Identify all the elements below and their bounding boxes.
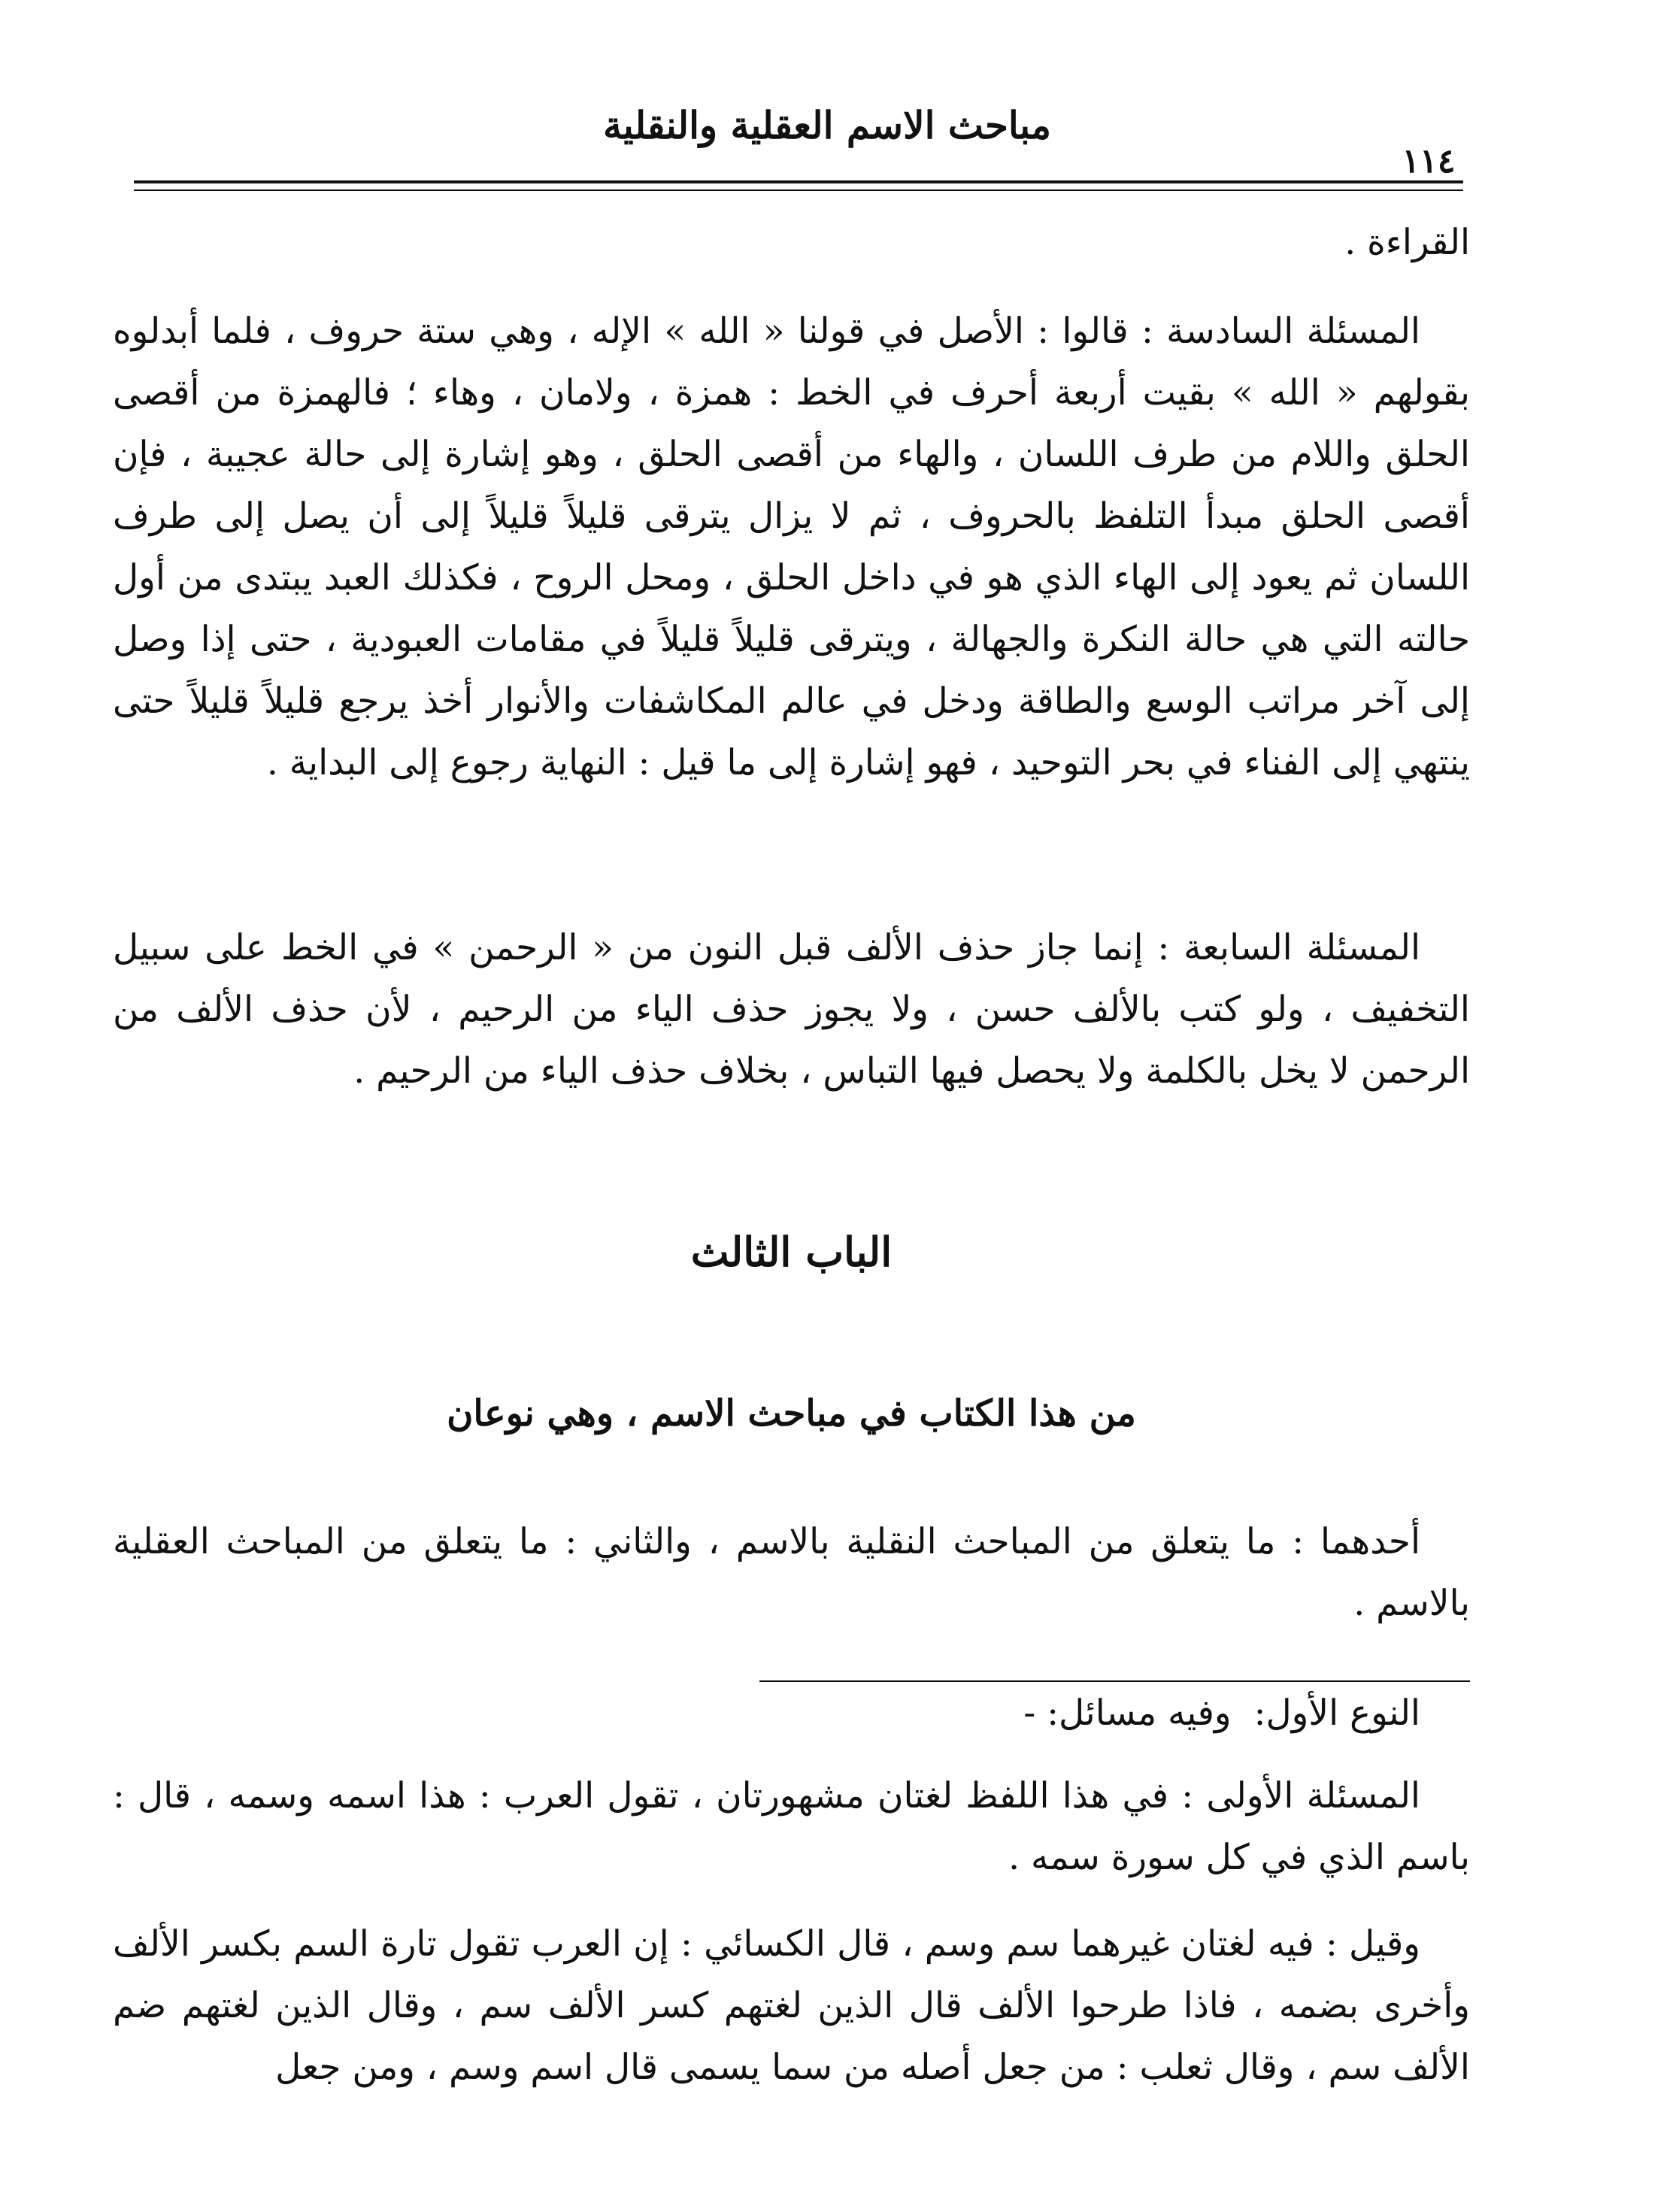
header-rule-thin <box>134 189 1463 191</box>
paragraph-seventh-issue: المسئلة السابعة : إنما جاز حذف الألف قبل النون من « الرحمن » في الخط على سبيل التخفيف ، ولو كتب بالألف حسن ، ولا يجوز حذف الياء من الرحيم ، لأن حذف الألف من الرحمن لا يخل بالكلمة ولا يحصل فيها التباس ، بخلاف حذف الياء من الرحيم . <box>113 927 1470 1092</box>
section-divider <box>759 1680 1470 1682</box>
chapter-subtitle: من هذا الكتاب في مباحث الاسم ، وهي نوعان <box>447 1392 1136 1435</box>
header-rule <box>134 180 1463 183</box>
page-number: ١١٤ <box>1402 142 1456 180</box>
first-type-line <box>113 1683 1470 1744</box>
paragraph-first-issue: المسئلة الأولى : في هذا اللفظ لغتان مشهورتان ، تقول العرب : هذا اسمه وسمه ، قال : باسم الذي في كل سورة سمه . <box>113 1775 1470 1878</box>
opening-line: القراءة . <box>1344 222 1470 263</box>
chapter-title: الباب الثالث <box>690 1228 893 1276</box>
paragraph-two-dialects: وقيل : فيه لغتان غيرهما سم وسم ، قال الكسائي : إن العرب تقول تارة السم بكسر الألف وأخرى بضمه ، فاذا طرحوا الألف قال الذين لغتهم كسر الألف سم ، وقال الذين لغتهم ضم الألف سم ، وقال ثعلب : من جعل أصله من سما يسمى قال اسم وسم ، ومن جعل <box>113 1923 1470 2088</box>
paragraph-sixth-issue: المسئلة السادسة : قالوا : الأصل في قولنا « الله » الإله ، وهي ستة حروف ، فلما أبدلوه بقولهم « الله » بقيت أربعة أحرف في الخط : همزة ، ولامان ، وهاء ؛ فالهمزة من أقصى الحلق واللام من طرف اللسان ، والهاء من أقصى الحلق ، وهو إشارة إلى حالة عجيبة ، فإن أقصى الحلق مبدأ التلفظ بالحروف ، ثم لا يزال يترقى قليلاً قليلاً إلى أن يصل إلى طرف اللسان ثم يعود إلى الهاء الذي هو في داخل الحلق ، ومحل الروح ، فكذلك العبد يبتدى من أول حالته التي هي حالة النكرة والجهالة ، ويترقى قليلاً قليلاً في مقامات العبودية ، حتى إذا وصل إلى آخر مراتب الوسع والطاقة ودخل في عالم المكاشفات والأنوار أخذ يرجع قليلاً قليلاً حتى ينتهي إلى الفناء في بحر التوحيد ، فهو إشارة إلى ما قيل : النهاية رجوع إلى البداية . <box>113 311 1470 783</box>
first-type-label: النوع الأول: <box>1253 1692 1420 1734</box>
paragraph-two-types: أحدهما : ما يتعلق من المباحث النقلية بالاسم ، والثاني : ما يتعلق من المباحث العقلية بالاسم . <box>113 1521 1470 1624</box>
running-header-title: مباحث الاسم العقلية والنقلية <box>603 103 1051 147</box>
first-type-rest: وفيه مسائل: - <box>1023 1692 1232 1734</box>
